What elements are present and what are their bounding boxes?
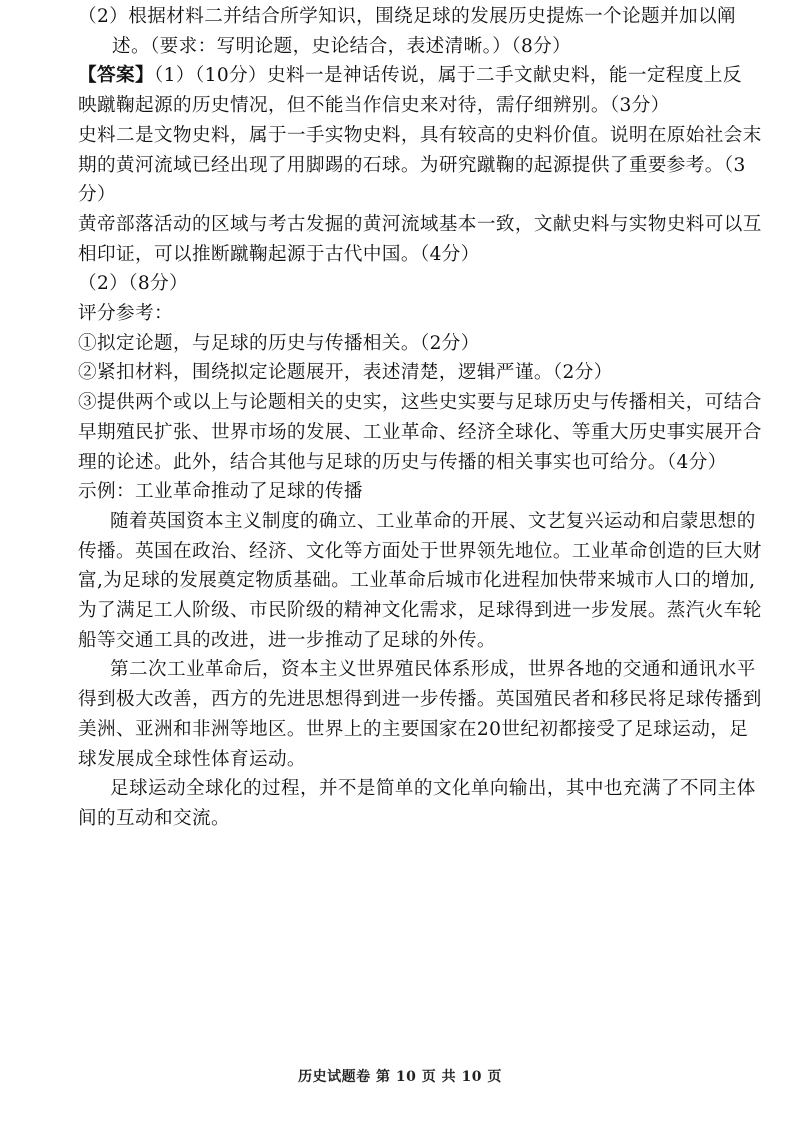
answer-part1-line: 相印证，可以推断蹴鞠起源于古代中国。（4分） <box>78 243 480 265</box>
example-title: 示例：工业革命推动了足球的传播 <box>78 481 363 503</box>
example-para3-line: 足球运动全球化的过程，并不是简单的文化单向输出，其中也充满了不同主体 <box>110 778 756 800</box>
example-para2-line: 球发展成全球性体育运动。 <box>78 748 306 770</box>
example-para2-line: 得到极大改善，西方的先进思想得到进一步传播。英国殖民者和移民将足球传播到 <box>78 689 762 711</box>
scoring-item: 理的论述。此外，结合其他与足球的历史与传播的相关事实也可给分。（4分） <box>78 451 727 473</box>
question-part2-line1: （2）根据材料二并结合所学知识，围绕足球的发展历史提炼一个论题并加以阐 <box>78 6 737 27</box>
question-part2-line2: 述。（要求：写明论题，史论结合，表述清晰。）（8分） <box>112 35 572 57</box>
answer-part1-line: 史料二是文物史料，属于一手实物史料，具有较高的史料价值。说明在原始社会末 <box>78 124 762 146</box>
answer-part1-line: 期的黄河流域已经出现了用脚踢的石球。为研究蹴鞠的起源提供了重要参考。（3 <box>78 154 746 176</box>
example-para1-line: 传播。英国在政治、经济、文化等方面处于世界领先地位。工业革命创造的巨大财 <box>78 540 762 562</box>
example-para2-line: 美洲、亚洲和非洲等地区。世界上的主要国家在20世纪初都接受了足球运动，足 <box>78 718 749 740</box>
answer-part1-text: （1）（10分）史料一是神话传说，属于二手文献史料，能一定程度上反 <box>153 65 742 87</box>
example-para3-line: 间的互动和交流。 <box>78 807 230 829</box>
example-para2-line: 第二次工业革命后，资本主义世界殖民体系形成，世界各地的交通和通讯水平 <box>110 659 756 681</box>
example-para1-line: 富,为足球的发展奠定物质基础。工业革命后城市化进程加快带来城市人口的增加, <box>78 570 756 592</box>
document-body <box>78 2 768 834</box>
scoring-title: 评分参考： <box>78 303 173 325</box>
scoring-item: ③提供两个或以上与论题相关的史实，这些史实要与足球历史与传播相关，可结合 <box>78 392 762 414</box>
answer-label: 【答案】 <box>78 65 154 87</box>
scoring-item: 早期殖民扩张、世界市场的发展、工业革命、经济全球化、等重大历史事实展开合 <box>78 421 762 443</box>
answer-part2-header: （2）（8分） <box>78 273 189 295</box>
answer-part1-line: 映蹴鞠起源的历史情况，但不能当作信史来对待，需仔细辨别。（3分） <box>78 95 670 117</box>
page-footer: 历史试题卷 第 10 页 共 10 页 <box>298 1069 502 1085</box>
answer-part1-line <box>78 61 768 91</box>
scoring-item: ②紧扣材料，围绕拟定论题展开，表述清楚，逻辑严谨。（2分） <box>78 362 613 384</box>
example-para1-line: 为了满足工人阶级、市民阶级的精神文化需求，足球得到进一步发展。蒸汽火车轮 <box>78 600 762 622</box>
scoring-item: ①拟定论题，与足球的历史与传播相关。（2分） <box>78 332 480 354</box>
answer-part1-line: 分） <box>78 184 116 206</box>
answer-part1-line: 黄帝部落活动的区域与考古发掘的黄河流域基本一致，文献史料与实物史料可以互 <box>78 213 762 235</box>
example-para1-line: 随着英国资本主义制度的确立、工业革命的开展、文艺复兴运动和启蒙思想的 <box>110 510 756 532</box>
example-para1-line: 船等交通工具的改进，进一步推动了足球的外传。 <box>78 629 496 651</box>
